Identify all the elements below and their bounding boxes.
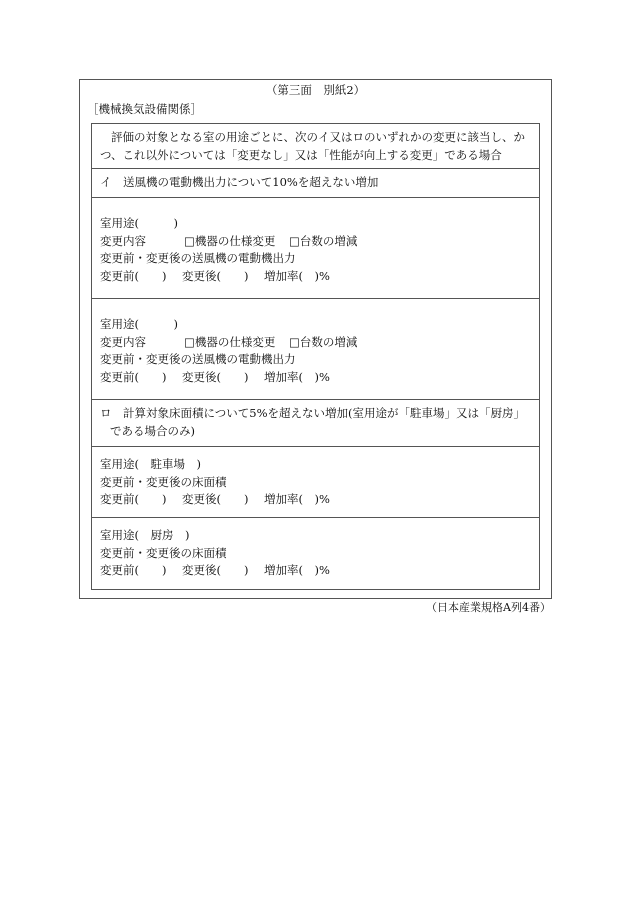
room-use-field[interactable]: 室用途( ) [100, 317, 178, 331]
section-label: ［機械換気設備関係］ [87, 102, 202, 116]
rate-field[interactable]: 増加率( )% [264, 492, 330, 506]
before-field[interactable]: 変更前( ) [100, 492, 167, 506]
floor-area-group-parking [92, 447, 539, 518]
change-content-line [100, 233, 531, 251]
before-field[interactable]: 変更前( ) [100, 563, 167, 577]
change-content-line [100, 334, 531, 352]
fan-output-label: 変更前・変更後の送風機の電動機出力 [100, 251, 296, 265]
after-field[interactable]: 変更後( ) [182, 268, 249, 283]
rate-field[interactable]: 増加率( )% [264, 563, 330, 577]
room-use-field[interactable]: 室用途( 厨房 ) [100, 528, 190, 542]
fan-output-label: 変更前・変更後の送風機の電動機出力 [100, 352, 296, 366]
floor-area-label: 変更前・変更後の床面積 [100, 474, 227, 489]
intro-line-1: 評価の対象となる室の用途ごとに、次のイ又はロのいずれかの変更に該当し、か [111, 130, 525, 144]
after-field[interactable]: 変更後( ) [182, 369, 249, 384]
change-content-label: 変更内容 [100, 334, 146, 349]
form-table [91, 123, 540, 590]
before-field[interactable]: 変更前( ) [100, 369, 167, 384]
floor-area-label: 変更前・変更後の床面積 [100, 545, 227, 560]
intro-line-2: つ、これ以外については「変更なし」又は「性能が向上する変更」である場合 [100, 147, 502, 162]
spec-change-checkbox[interactable]: □機器の仕様変更 [184, 233, 276, 248]
room-use-field[interactable]: 室用途( ) [100, 216, 178, 230]
item-i-heading [92, 169, 539, 198]
item-i-text: イ 送風機の電動機出力について10%を超えない増加 [100, 175, 379, 189]
fan-output-group-1 [92, 198, 539, 299]
rate-field[interactable]: 増加率( )% [264, 268, 330, 283]
before-after-line [100, 268, 531, 286]
before-after-line [100, 369, 531, 387]
item-ro-heading [92, 400, 539, 447]
after-field[interactable]: 変更後( ) [182, 492, 249, 506]
count-change-checkbox[interactable]: □台数の増減 [289, 233, 358, 248]
item-ro-line-2: である場合のみ) [110, 423, 195, 438]
before-after-line [100, 562, 531, 580]
page-title: （第三面 別紙2） [265, 83, 366, 97]
before-after-line [100, 491, 531, 509]
fan-output-group-2 [92, 299, 539, 400]
rate-field[interactable]: 増加率( )% [264, 369, 330, 384]
paper-size-note: （日本産業規格A列4番） [426, 601, 551, 614]
after-field[interactable]: 変更後( ) [182, 563, 249, 577]
count-change-checkbox[interactable]: □台数の増減 [289, 334, 358, 349]
room-use-field[interactable]: 室用途( 駐車場 ) [100, 457, 201, 471]
intro-row [92, 124, 539, 169]
spec-change-checkbox[interactable]: □機器の仕様変更 [184, 334, 276, 349]
before-field[interactable]: 変更前( ) [100, 268, 167, 283]
form-frame [79, 79, 552, 599]
floor-area-group-kitchen [92, 518, 539, 589]
item-ro-line-1: ロ 計算対象床面積について5%を超えない増加(室用途が「駐車場」又は「厨房」 [100, 406, 525, 420]
change-content-label: 変更内容 [100, 233, 146, 248]
